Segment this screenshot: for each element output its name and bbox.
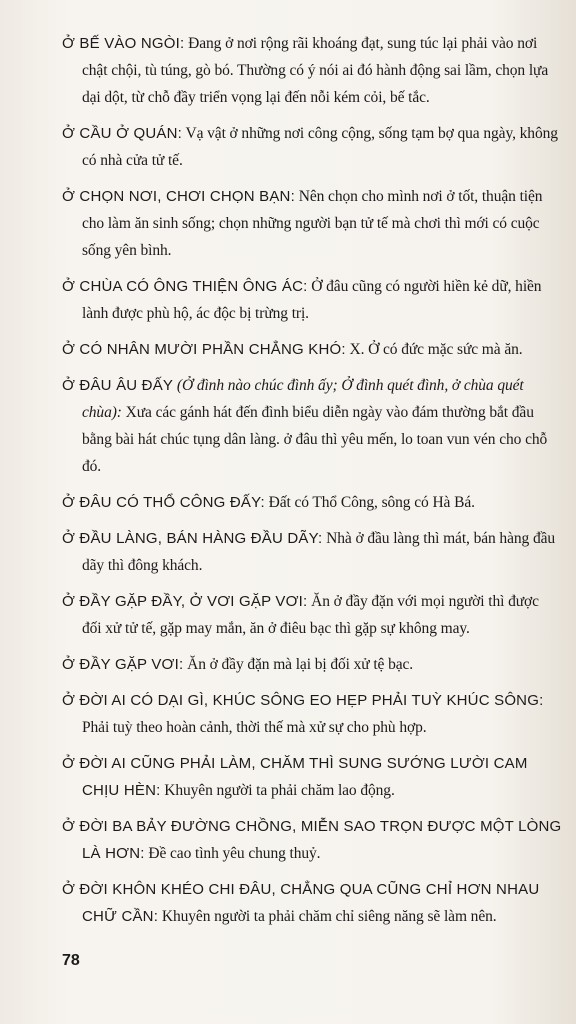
entry-definition: Đề cao tình yêu chung thuỷ. <box>144 845 321 862</box>
entry <box>62 183 562 264</box>
entry-headword: Ở CHỌN NƠI, CHƠI CHỌN BẠN: <box>62 188 295 205</box>
entry <box>62 813 562 867</box>
entry <box>62 525 562 579</box>
entry <box>62 273 562 327</box>
entry-definition: Ăn ở đầy đặn mà lại bị đối xử tệ bạc. <box>183 656 414 673</box>
entry <box>62 750 562 804</box>
entry-headword: Ở ĐỜI AI CÓ DẠI GÌ, KHÚC SÔNG EO HẸP PHẢI TUỲ KHÚC SÔNG: <box>62 692 544 709</box>
entry-headword: Ở ĐÂU ÂU ĐẤY <box>62 377 174 394</box>
entry-definition: Nhà ở đầu làng thì mát, bán hàng đầu dãy thì đông khách. <box>82 530 556 574</box>
entry <box>62 30 562 111</box>
entry-note: (Ở đình nào chúc đình ấy; Ở đình quét đình, ở chùa quét chùa): <box>82 377 524 421</box>
entry <box>62 489 562 516</box>
entry-definition: Phải tuỳ theo hoàn cảnh, thời thế mà xử sự cho phù hợp. <box>82 719 427 736</box>
entry <box>62 120 562 174</box>
entry-headword: Ở ĐỜI KHÔN KHÉO CHI ĐÂU, CHẲNG QUA CŨNG CHỈ HƠN NHAU CHỮ CẦN: <box>62 881 540 925</box>
entry-headword: Ở ĐỜI BA BẢY ĐƯỜNG CHỒNG, MIỄN SAO TRỌN ĐƯỢC MỘT LÒNG LÀ HƠN: <box>62 818 562 862</box>
entry-headword: Ở BẾ VÀO NGÒI: <box>62 35 185 52</box>
entry <box>62 372 562 480</box>
entry <box>62 588 562 642</box>
entry-headword: Ở ĐẦY GẶP ĐẦY, Ở VƠI GẶP VƠI: <box>62 593 308 610</box>
entry-definition: X. Ở có đức mặc sức mà ăn. <box>345 341 523 358</box>
entry-definition: Xưa các gánh hát đến đình biểu diễn ngày vào đám thường bắt đầu bằng bài hát chúc tụng dân làng. ở đâu thì yêu mến, lo toan vun vén cho chỗ đó. <box>82 404 548 475</box>
entry <box>62 687 562 741</box>
entry-headword: Ở ĐÂU CÓ THỔ CÔNG ĐẤY: <box>62 494 265 511</box>
entry-definition: Ở đâu cũng có người hiền kẻ dữ, hiền lành được phù hộ, ác độc bị trừng trị. <box>82 278 542 322</box>
entry-headword: Ở ĐẦU LÀNG, BÁN HÀNG ĐẦU DÃY: <box>62 530 323 547</box>
entry <box>62 336 562 363</box>
entry-definition: Vạ vật ở những nơi công cộng, sống tạm bợ qua ngày, không có nhà cửa tử tế. <box>82 125 558 169</box>
entry-definition: Ăn ở đầy đặn với mọi người thì được đối xử tử tế, gặp may mắn, ăn ở điêu bạc thì gặp sự không may. <box>82 593 539 637</box>
entry <box>62 876 562 930</box>
entry <box>62 651 562 678</box>
page-number: 78 <box>62 952 80 969</box>
entry-definition: Đất có Thổ Công, sông có Hà Bá. <box>264 494 475 511</box>
entry-headword: Ở ĐẦY GẶP VƠI: <box>62 656 184 673</box>
entry-headword: Ở CẦU Ở QUÁN: <box>62 125 182 142</box>
entry-definition: Khuyên người ta phải chăm chỉ siêng năng sẽ làm nên. <box>158 908 497 925</box>
entry-headword: Ở CHÙA CÓ ÔNG THIỆN ÔNG ÁC: <box>62 278 308 295</box>
entry-headword: Ở ĐỜI AI CŨNG PHẢI LÀM, CHĂM THÌ SUNG SƯỚNG LƯỜI CAM CHỊU HÈN: <box>62 755 528 799</box>
entry-definition: Khuyên người ta phải chăm lao động. <box>160 782 395 799</box>
entry-definition: Nên chọn cho mình nơi ở tốt, thuận tiện cho làm ăn sinh sống; chọn những người bạn tử tế mà chơi thì mới có cuộc sống yên bình. <box>82 188 543 259</box>
entry-list <box>62 30 562 930</box>
entry-definition: Đang ở nơi rộng rãi khoáng đạt, sung túc lại phải vào nơi chật chội, tù túng, gò bó. Thường có ý nói ai đó hành động sai lầm, chọn lựa dại dột, từ chỗ đầy triển vọng lại đến nỗi kém cỏi, bế tắc. <box>82 35 549 106</box>
entry-headword: Ở CÓ NHÂN MƯỜI PHẦN CHẲNG KHÓ: <box>62 341 346 358</box>
